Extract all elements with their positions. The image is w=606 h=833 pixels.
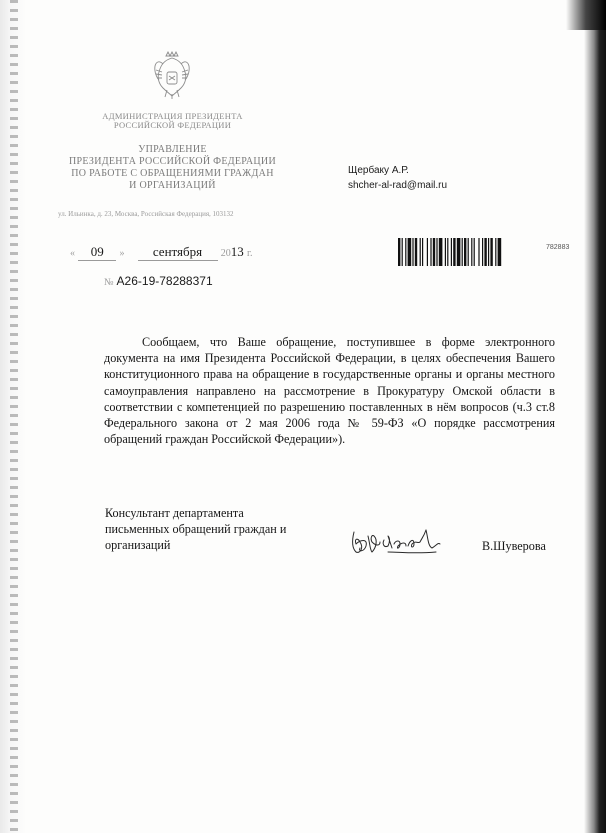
barcode-bar (402, 238, 403, 266)
barcode-bar (495, 238, 496, 266)
recipient-email: shcher-al-rad@mail.ru (348, 180, 448, 191)
barcode-bar (462, 238, 463, 266)
body-paragraph: Сообщаем, что Ваше обращение, поступившее в форме электронного документа на имя Президента Российской Федерации, в целях обеспечения Вашего конституционного права на обращение в государственные органы и органы местного самоуправления направлено на рассмотрение в Прокуратуру Омской области в соответствии с компетенцией по разрешению поставленных в нём вопросов (ч.3 ст.8 Федерального закона от 2 мая 2006 года № 59-ФЗ «О порядке рассмотрения обращений граждан Российской Федерации»). (104, 335, 555, 447)
barcode-bar (498, 238, 502, 266)
barcode-bar (422, 238, 423, 266)
date-day: 09 (78, 244, 116, 261)
date-year-unit: г. (247, 248, 253, 259)
signer-name: В.Шуверова (482, 539, 546, 553)
scan-punch-marks (10, 0, 18, 833)
barcode-bar (490, 238, 492, 266)
barcode-bar (439, 238, 443, 266)
signer-title (105, 505, 325, 554)
barcode-bar (420, 238, 421, 266)
barcode-bar (474, 238, 475, 266)
barcode-bar (471, 238, 472, 266)
letterhead-address: ул. Ильинка, д. 23, Москва, Российская Федерация, 103132 (58, 210, 234, 218)
barcode-icon (398, 238, 542, 266)
barcode-bar (430, 238, 431, 266)
reference-number (104, 274, 213, 288)
recipient-name: Щербаку А.Р. (348, 165, 409, 176)
barcode-bar (415, 238, 417, 266)
barcode-bar (451, 238, 452, 266)
letterhead-admin-line1: АДМИНИСТРАЦИЯ ПРЕЗИДЕНТА (102, 111, 243, 121)
scan-corner-shadow (566, 0, 606, 30)
date-year-prefix: 20 (220, 248, 231, 259)
barcode-bar (488, 238, 489, 266)
barcode-bar (464, 238, 466, 266)
scan-right-edge (584, 0, 606, 833)
date-close-quote: » (119, 248, 125, 259)
barcode-bar (468, 238, 469, 266)
letterhead-admin-line2: РОССИЙСКОЙ ФЕДЕРАЦИИ (113, 120, 232, 130)
recipient-block (348, 163, 447, 193)
barcode-number: 782883 (546, 244, 570, 251)
barcode-bar (433, 238, 435, 266)
barcode-bar (453, 238, 455, 266)
coat-of-arms-icon (153, 50, 191, 100)
date-month: сентября (138, 244, 218, 261)
signer-title-line2: письменных обращений граждан и (105, 522, 287, 537)
letterhead-dept-line2: ПРЕЗИДЕНТА РОССИЙСКОЙ ФЕДЕРАЦИИ (69, 156, 276, 167)
barcode-bar (408, 238, 412, 266)
reference-prefix: № (104, 277, 114, 288)
signer-title-line1: Консультант департамента (105, 506, 244, 520)
barcode-bar (412, 238, 413, 266)
date-year-suffix: 13 (230, 244, 244, 259)
letterhead-dept-line3: ПО РАБОТЕ С ОБРАЩЕНИЯМИ ГРАЖДАН (71, 168, 274, 179)
signer-title-line3: организаций (105, 538, 171, 553)
barcode-bar (447, 238, 448, 266)
letterhead (60, 112, 285, 192)
reference-value: А26-19-78288371 (116, 274, 213, 288)
letterhead-dept-line4: И ОРГАНИЗАЦИЙ (129, 180, 216, 191)
barcode-bar (427, 238, 428, 266)
date-open-quote: « (70, 248, 75, 259)
barcode-bar (436, 238, 437, 266)
barcode-bar (457, 238, 461, 266)
barcode-bar (482, 238, 483, 266)
barcode-bar (405, 238, 406, 266)
barcode-bar (398, 238, 400, 266)
letter-date (70, 244, 280, 261)
barcode-bar (478, 238, 479, 266)
letterhead-dept-line1: УПРАВЛЕНИЕ (138, 144, 207, 155)
barcode-bar (445, 238, 446, 266)
handwritten-signature-icon (348, 522, 444, 558)
barcode-bar (484, 238, 486, 266)
